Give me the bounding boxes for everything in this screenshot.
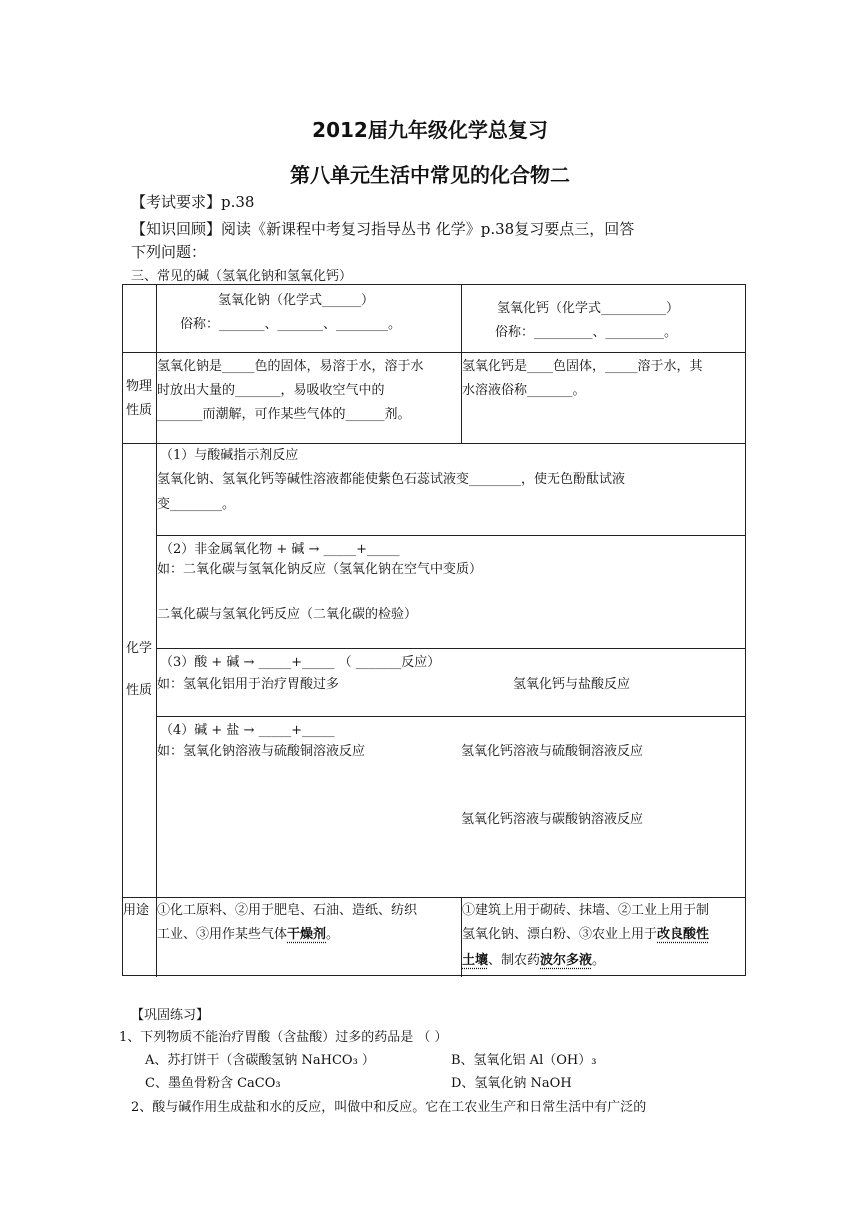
- reaction1-text: 变________。: [157, 497, 236, 512]
- practice-heading: 【巩固练习】: [131, 1008, 210, 1023]
- reaction4-example: 如：氢氧化钠溶液与硫酸铜溶液反应: [157, 744, 366, 759]
- uses-label: 用途: [123, 903, 150, 918]
- page-title: 2012届九年级化学总复习: [312, 118, 548, 142]
- caoh-uses-text: 。: [592, 953, 606, 968]
- section-heading: 三、常见的碱（氢氧化钠和氢氧化钙）: [131, 269, 353, 284]
- caoh-uses-emphasis: 改良酸性: [657, 927, 710, 942]
- caoh-physical: 水溶液俗称_______。: [462, 383, 586, 398]
- reaction3-example: 氢氧化钙与盐酸反应: [513, 677, 631, 692]
- reaction4-example: 氢氧化钙溶液与硫酸铜溶液反应: [461, 744, 644, 759]
- question-1-option-b: B、氢氧化铝 Al（OH）₃: [451, 1053, 597, 1068]
- caoh-uses: [462, 949, 605, 973]
- review-instruction-line1: 【知识回顾】阅读《新课程中考复习指导丛书 化学》p.38复习要点三，回答: [131, 220, 635, 238]
- reaction2-title: （2）非金属氧化物 + 碱 → _____+_____: [160, 542, 400, 557]
- question-1: 1、下列物质不能治疗胃酸（含盐酸）过多的药品是 （ ）: [119, 1030, 448, 1045]
- question-1-option-c: C、墨鱼骨粉含 CaCO₃: [145, 1076, 281, 1091]
- naoh-physical: _______而潮解，可作某些气体的______剂。: [157, 407, 411, 422]
- reaction4-title: （4）碱 + 盐 → _____+_____: [160, 723, 335, 738]
- physical-label: 性质: [126, 403, 153, 418]
- caoh-uses: ①建筑上用于砌砖、抹墙、②工业上用于制: [462, 903, 710, 918]
- exam-requirement: 【考试要求】p.38: [131, 193, 255, 211]
- reaction1-text: 氢氧化钠、氢氧化钙等碱性溶液都能使紫色石蕊试液变________，使无色酚酞试液: [157, 472, 626, 487]
- naoh-uses: [157, 923, 339, 947]
- row-divider: [156, 535, 745, 536]
- caoh-uses-text: 氢氧化钠、漂白粉、③农业上用于: [462, 927, 658, 942]
- chemical-label: 性质: [126, 683, 153, 698]
- physical-label: 物理: [126, 379, 153, 394]
- review-instruction-line2: 下列问题：: [131, 243, 207, 261]
- bases-table: [122, 284, 746, 976]
- row-divider: [156, 716, 745, 717]
- row-divider: [156, 648, 745, 649]
- question-2: 2、酸与碱作用生成盐和水的反应，叫做中和反应。它在工农业生产和日常生活中有广泛的: [131, 1100, 647, 1115]
- reaction3-title: （3）酸 + 碱 → _____+_____ （ _______反应）: [160, 655, 441, 670]
- caoh-physical: 氢氧化钙是____色固体，_____溶于水，其: [462, 359, 703, 374]
- caoh-uses-emphasis: 土壤: [462, 953, 489, 968]
- naoh-header: 氢氧化钠（化学式______）: [218, 293, 375, 308]
- caoh-uses-emphasis: 波尔多液: [540, 953, 593, 968]
- naoh-uses: ①化工原料、②用于肥皂、石油、造纸、纺织: [157, 903, 418, 918]
- question-1-option-a: A、苏打饼干（含碳酸氢钠 NaHCO₃ ）: [145, 1053, 375, 1068]
- row-divider: [123, 352, 745, 353]
- caoh-header: 氢氧化钙（化学式__________）: [497, 301, 680, 316]
- naoh-uses-text: 工业、③用作某些气体: [157, 927, 288, 942]
- row-divider: [123, 897, 745, 898]
- reaction2-example: 如：二氧化碳与氢氧化钠反应（氢氧化钠在空气中变质）: [157, 562, 483, 577]
- reaction4-example: 氢氧化钙溶液与碳酸钠溶液反应: [461, 812, 644, 827]
- caoh-uses-text: 、制农药: [488, 953, 541, 968]
- reaction1-title: （1）与酸碱指示剂反应: [160, 448, 299, 463]
- naoh-uses-emphasis: 干燥剂: [287, 927, 327, 942]
- question-1-option-d: D、氢氧化钠 NaOH: [451, 1076, 572, 1091]
- reaction3-example: 如：氢氧化铝用于治疗胃酸过多: [157, 677, 340, 692]
- caoh-uses: [462, 923, 709, 947]
- naoh-common-names: 俗称：_______、_______、________。: [180, 317, 402, 332]
- caoh-common-names: 俗称：_________、_________。: [495, 325, 678, 340]
- naoh-physical: 氢氧化钠是_____色的固体，易溶于水，溶于水: [157, 359, 424, 374]
- page-subtitle: 第八单元生活中常见的化合物二: [290, 163, 570, 187]
- naoh-physical: 时放出大量的_______，易吸收空气中的: [157, 383, 385, 398]
- reaction2-example: 二氧化碳与氢氧化钙反应（二氧化碳的检验）: [157, 607, 418, 622]
- chemical-label: 化学: [126, 641, 153, 656]
- naoh-uses-text: 。: [326, 927, 340, 942]
